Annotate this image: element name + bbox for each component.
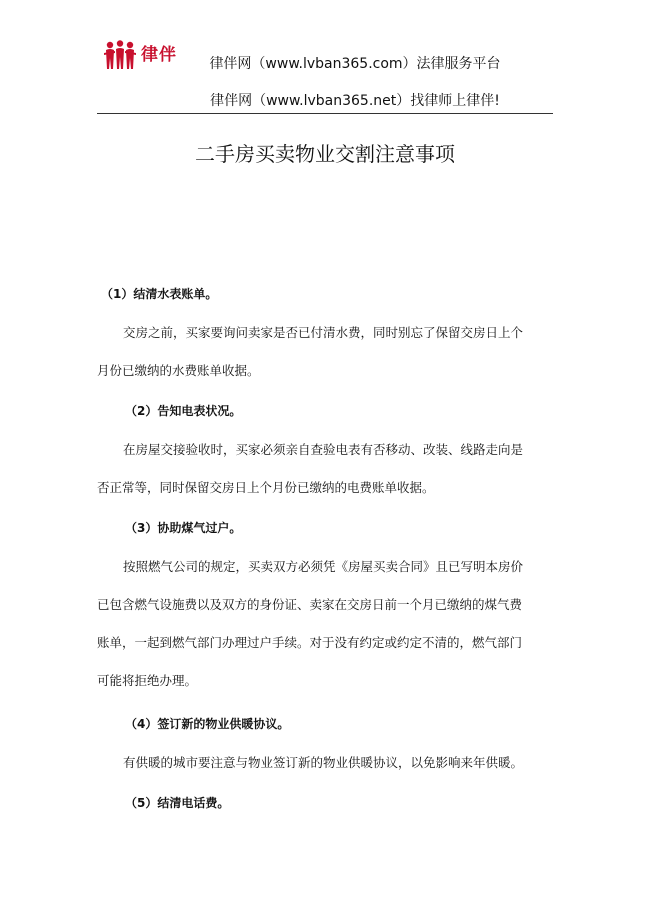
body-line: 可能将拒绝办理。 xyxy=(97,673,198,688)
document-title: 二手房买卖物业交割注意事项 xyxy=(195,142,455,166)
body-line: 否正常等，同时保留交房日上个月份已缴纳的电费账单收据。 xyxy=(97,480,435,495)
section-body-1 xyxy=(97,314,557,390)
section-heading-4: （4）签订新的物业供暖协议。 xyxy=(125,717,290,731)
section-heading-5: （5）结清电话费。 xyxy=(125,796,230,810)
section-body-2 xyxy=(97,431,557,507)
header-site-line-1: 律伴网（www.lvban365.com）法律服务平台 xyxy=(209,56,501,72)
section-body-4 xyxy=(97,744,557,782)
body-line: 按照燃气公司的规定，买卖双方必须凭《房屋买卖合同》且已写明本房价 xyxy=(123,559,524,574)
body-line: 月份已缴纳的水费账单收据。 xyxy=(97,363,260,378)
body-line: 交房之前，买家要询问卖家是否已付清水费，同时别忘了保留交房日上个 xyxy=(123,325,524,340)
body-line: 账单，一起到燃气部门办理过户手续。对于没有约定或约定不清的，燃气部门 xyxy=(97,635,523,650)
section-body-3 xyxy=(97,548,557,700)
section-heading-3: （3）协助煤气过户。 xyxy=(125,521,242,535)
section-heading-1: （1）结清水表账单。 xyxy=(101,287,218,301)
body-line: 已包含燃气设施费以及双方的身份证、卖家在交房日前一个月已缴纳的煤气费 xyxy=(97,597,523,612)
section-heading-2: （2）告知电表状况。 xyxy=(125,404,242,418)
body-line: 在房屋交接验收时，买家必须亲自查验电表有否移动、改装、线路走向是 xyxy=(123,442,524,457)
header-divider xyxy=(97,113,553,114)
logo-text: 律伴 xyxy=(141,45,177,65)
header-site-line-2: 律伴网（www.lvban365.net）找律师上律伴! xyxy=(210,93,500,109)
body-line: 有供暖的城市要注意与物业签订新的物业供暖协议，以免影响来年供暖。 xyxy=(123,755,524,770)
